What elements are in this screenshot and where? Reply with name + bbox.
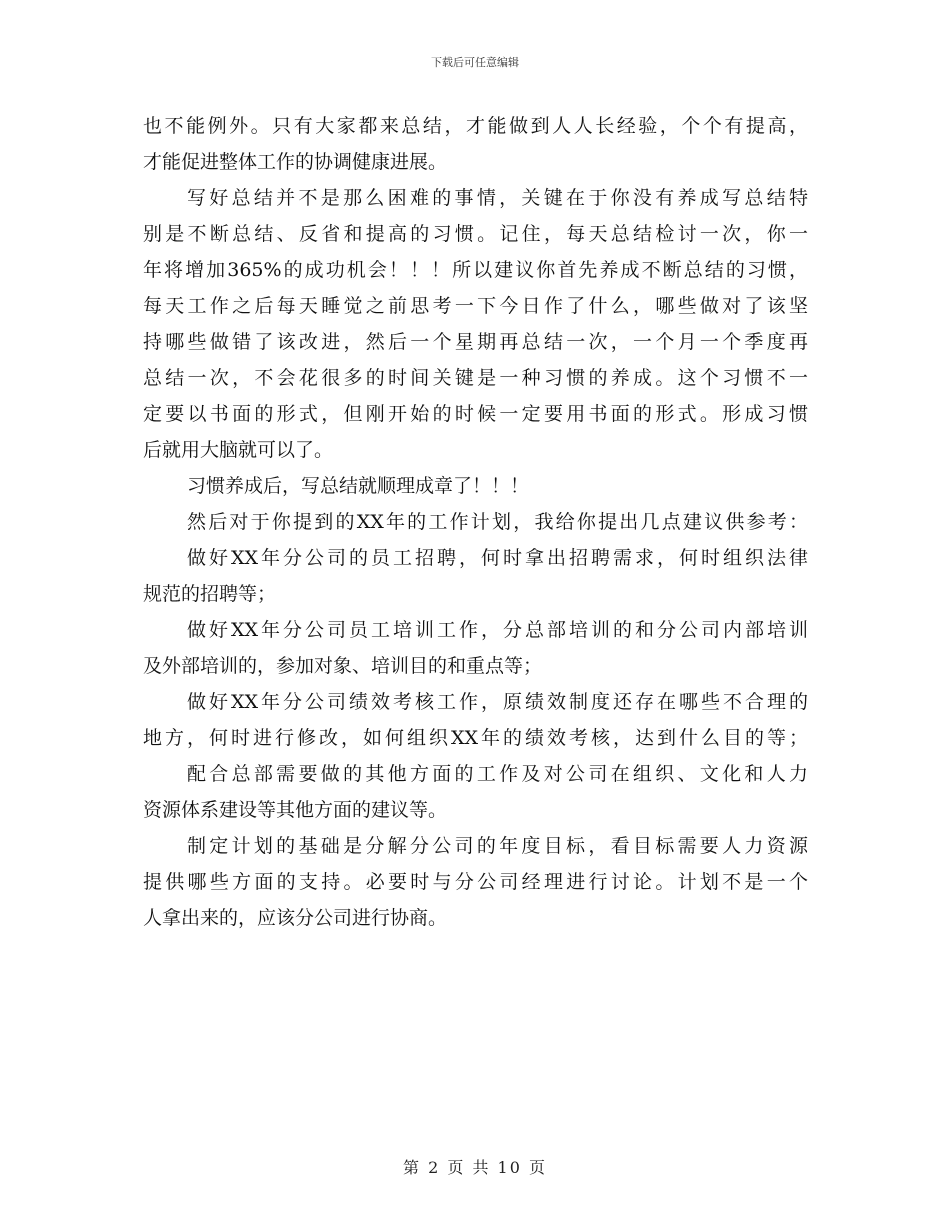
text-line: 写好总结并不是那么困难的事情，关键在于你没有养成写总结特	[187, 187, 808, 209]
text-line: 定要以书面的形式，但刚开始的时候一定要用书面的形式。形成习惯	[143, 403, 808, 425]
text-line: 才能促进整体工作的协调健康进展。	[143, 151, 448, 173]
text-line: 后就用大脑就可以了。	[143, 439, 334, 461]
text-line: 年将增加365%的成功机会！！！所以建议你首先养成不断总结的习惯，	[143, 259, 808, 281]
text-line: 地方，何时进行修改，如何组织XX年的绩效考核，达到什么目的等；	[143, 727, 808, 749]
text-line: 习惯养成后，写总结就顺理成章了！！！	[187, 475, 530, 497]
page-number: 第 2 页 共 10 页	[403, 1158, 547, 1177]
text-line: 做好XX年分公司绩效考核工作，原绩效制度还存在哪些不合理的	[187, 691, 808, 713]
text-line: 持哪些做错了该改进，然后一个星期再总结一次，一个月一个季度再	[143, 331, 808, 353]
text-line: 配合总部需要做的其他方面的工作及对公司在组织、文化和人力	[187, 763, 808, 785]
text-line: 做好XX年分公司的员工招聘，何时拿出招聘需求，何时组织法律	[187, 547, 808, 569]
text-line: 人拿出来的，应该分公司进行协商。	[143, 907, 448, 929]
text-line: 及外部培训的，参加对象、培训目的和重点等；	[143, 655, 543, 677]
text-line: 做好XX年分公司员工培训工作，分总部培训的和分公司内部培训	[187, 619, 808, 641]
text-line: 也不能例外。只有大家都来总结，才能做到人人长经验，个个有提高，	[143, 115, 808, 137]
text-line: 制定计划的基础是分解分公司的年度目标，看目标需要人力资源	[187, 835, 808, 857]
text-line: 别是不断总结、反省和提高的习惯。记住，每天总结检讨一次，你一	[143, 223, 808, 245]
text-line: 每天工作之后每天睡觉之前思考一下今日作了什么，哪些做对了该坚	[143, 295, 808, 317]
text-line: 资源体系建设等其他方面的建议等。	[143, 799, 448, 821]
text-line: 规范的招聘等；	[143, 583, 277, 605]
text-line: 总结一次，不会花很多的时间关键是一种习惯的养成。这个习惯不一	[143, 367, 808, 389]
text-line: 然后对于你提到的XX年的工作计划，我给你提出几点建议供参考：	[187, 511, 808, 533]
document-body	[143, 108, 808, 936]
page-header: 下载后可任意编辑	[431, 56, 519, 69]
text-line: 提供哪些方面的支持。必要时与分公司经理进行讨论。计划不是一个	[143, 871, 808, 893]
